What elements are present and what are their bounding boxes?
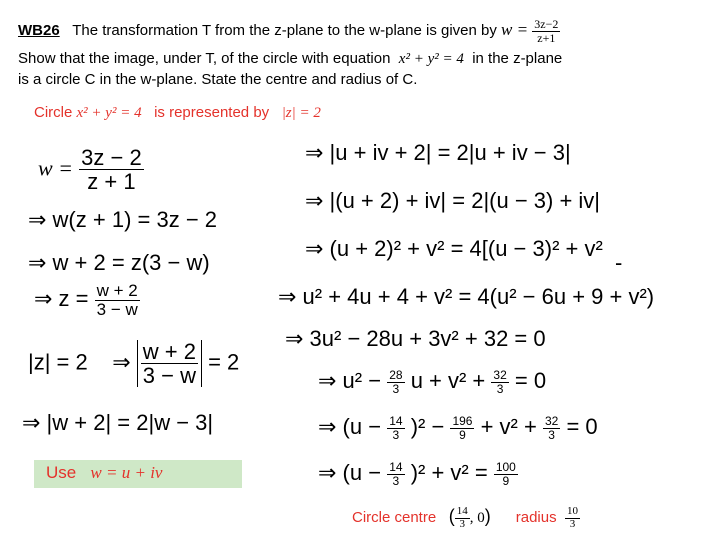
answer-line: Circle centre ( $\frac{14}{3}$ , 0) radius $\frac{10}{3}$ — [352, 505, 578, 530]
right-s7-frac2 — [450, 415, 474, 441]
right-s6-frac2 — [491, 369, 508, 395]
radius-den: 3 — [569, 517, 576, 530]
centre-num: 14 — [456, 505, 468, 517]
right-step-1: ⇒ |u + iv + 2| = 2|u + iv − 3| — [305, 140, 571, 165]
right-s7-den3: 3 — [548, 427, 555, 442]
left-s5-mod: |z| = 2 — [28, 349, 88, 375]
left-s4-fraction — [95, 282, 140, 319]
right-s7-d: = 0 — [566, 414, 598, 439]
represented-mid: is represented by — [154, 104, 270, 121]
question-text-2a: Show that the image, under T, of the circle with equation — [18, 50, 391, 67]
left-step-4 — [34, 282, 140, 319]
right-s7-frac3 — [543, 415, 560, 441]
right-step-6 — [318, 368, 546, 395]
radius-num: 10 — [566, 505, 578, 517]
right-s7-den2: 9 — [459, 427, 466, 442]
represented-lead: Circle — [34, 104, 73, 121]
use-label: Use — [46, 463, 77, 482]
left-s4-den: 3 − w — [96, 299, 138, 319]
represented-mod: |z| = 2 — [281, 105, 321, 121]
centre-den: 3 — [459, 517, 465, 530]
left-s5-num: w + 2 — [142, 339, 196, 364]
left-s5-abs — [137, 340, 202, 387]
left-s1-fraction — [79, 146, 144, 193]
right-s7-num3: 32 — [544, 414, 559, 429]
map-denominator: z+1 — [537, 30, 556, 45]
left-step-3: ⇒ w + 2 = z(3 − w) — [28, 250, 210, 275]
use-eq: w = u + iv — [90, 463, 163, 482]
question-intro: The transformation T from the z-plane to the w-plane is given by — [72, 22, 497, 40]
right-s7-frac1 — [387, 415, 404, 441]
right-step-7 — [318, 414, 598, 441]
right-s7-b: )² − — [410, 414, 445, 439]
left-s4-lhs: ⇒ z = — [34, 286, 89, 312]
right-s7-c: + v² + — [480, 414, 537, 439]
right-s6-c: = 0 — [514, 368, 547, 393]
left-step-5 — [28, 340, 239, 387]
right-s8-frac2 — [494, 461, 518, 487]
centre-label: Circle centre — [352, 509, 437, 527]
radius-label: radius — [515, 509, 557, 527]
right-s7-a: ⇒ (u − — [318, 414, 382, 439]
left-s5-den: 3 − w — [142, 363, 196, 389]
left-s5-arrow: ⇒ — [112, 349, 131, 375]
right-step-4: ⇒ u² + 4u + 4 + v² = 4(u² − 6u + 9 + v²) — [278, 284, 655, 309]
right-s8-den1: 3 — [392, 473, 400, 488]
centre-tail: , 0 — [469, 510, 485, 527]
right-s6-num1: 28 — [389, 368, 403, 383]
right-s8-a: ⇒ (u − — [318, 460, 382, 485]
question-line-3: is a circle C in the w-plane. State the centre and radius of C. — [18, 71, 418, 88]
right-step-8 — [318, 460, 518, 487]
represented-eq: x² + y² = 4 — [76, 105, 142, 121]
left-s1-num: 3z − 2 — [81, 145, 142, 170]
right-s3-dash: - — [614, 250, 623, 275]
represented-line — [34, 104, 321, 122]
right-s6-b: u + v² + — [410, 368, 486, 393]
question-code: WB26 — [18, 22, 60, 40]
right-step-3 — [305, 236, 623, 275]
left-s1-lhs: w = — [38, 155, 74, 181]
question-text-2b: in the z-plane — [472, 50, 563, 67]
left-step-6: ⇒ |w + 2| = 2|w − 3| — [22, 410, 214, 435]
right-s6-a: ⇒ u² − — [318, 368, 382, 393]
right-s6-den1: 3 — [392, 381, 400, 396]
radius-fraction — [565, 506, 580, 530]
right-step-5: ⇒ 3u² − 28u + 3v² + 32 = 0 — [285, 326, 546, 351]
centre-fraction — [455, 506, 470, 530]
left-s5-fraction — [141, 340, 198, 387]
left-s1-den: z + 1 — [87, 169, 136, 195]
right-s8-den2: 9 — [502, 473, 510, 488]
left-step-1 — [38, 146, 144, 193]
right-s7-num1: 14 — [389, 414, 403, 429]
right-s7-num2: 196 — [452, 414, 473, 429]
map-numerator: 3z−2 — [534, 17, 559, 31]
question-line-1 — [18, 18, 560, 44]
right-s6-frac1 — [387, 369, 404, 395]
right-s7-den1: 3 — [392, 427, 400, 442]
left-step-2: ⇒ w(z + 1) = 3z − 2 — [28, 207, 218, 232]
map-lhs: w = — [501, 20, 529, 40]
right-s8-num2: 100 — [495, 460, 516, 475]
right-s8-num1: 14 — [389, 460, 403, 475]
left-s5-rhs: = 2 — [208, 349, 240, 375]
left-s4-num: w + 2 — [96, 281, 138, 300]
use-line — [46, 463, 162, 483]
map-fraction — [532, 18, 560, 44]
right-step-2: ⇒ |(u + 2) + iv| = 2|(u − 3) + iv| — [305, 188, 601, 213]
right-s8-b: )² + v² = — [410, 460, 488, 485]
question-line-2 — [18, 50, 562, 68]
right-s6-den2: 3 — [496, 381, 504, 396]
right-s3-text: ⇒ (u + 2)² + v² = 4[(u − 3)² + v² — [305, 236, 603, 261]
right-s8-frac1 — [387, 461, 404, 487]
right-s6-num2: 32 — [493, 368, 507, 383]
circle-equation: x² + y² = 4 — [398, 51, 464, 67]
